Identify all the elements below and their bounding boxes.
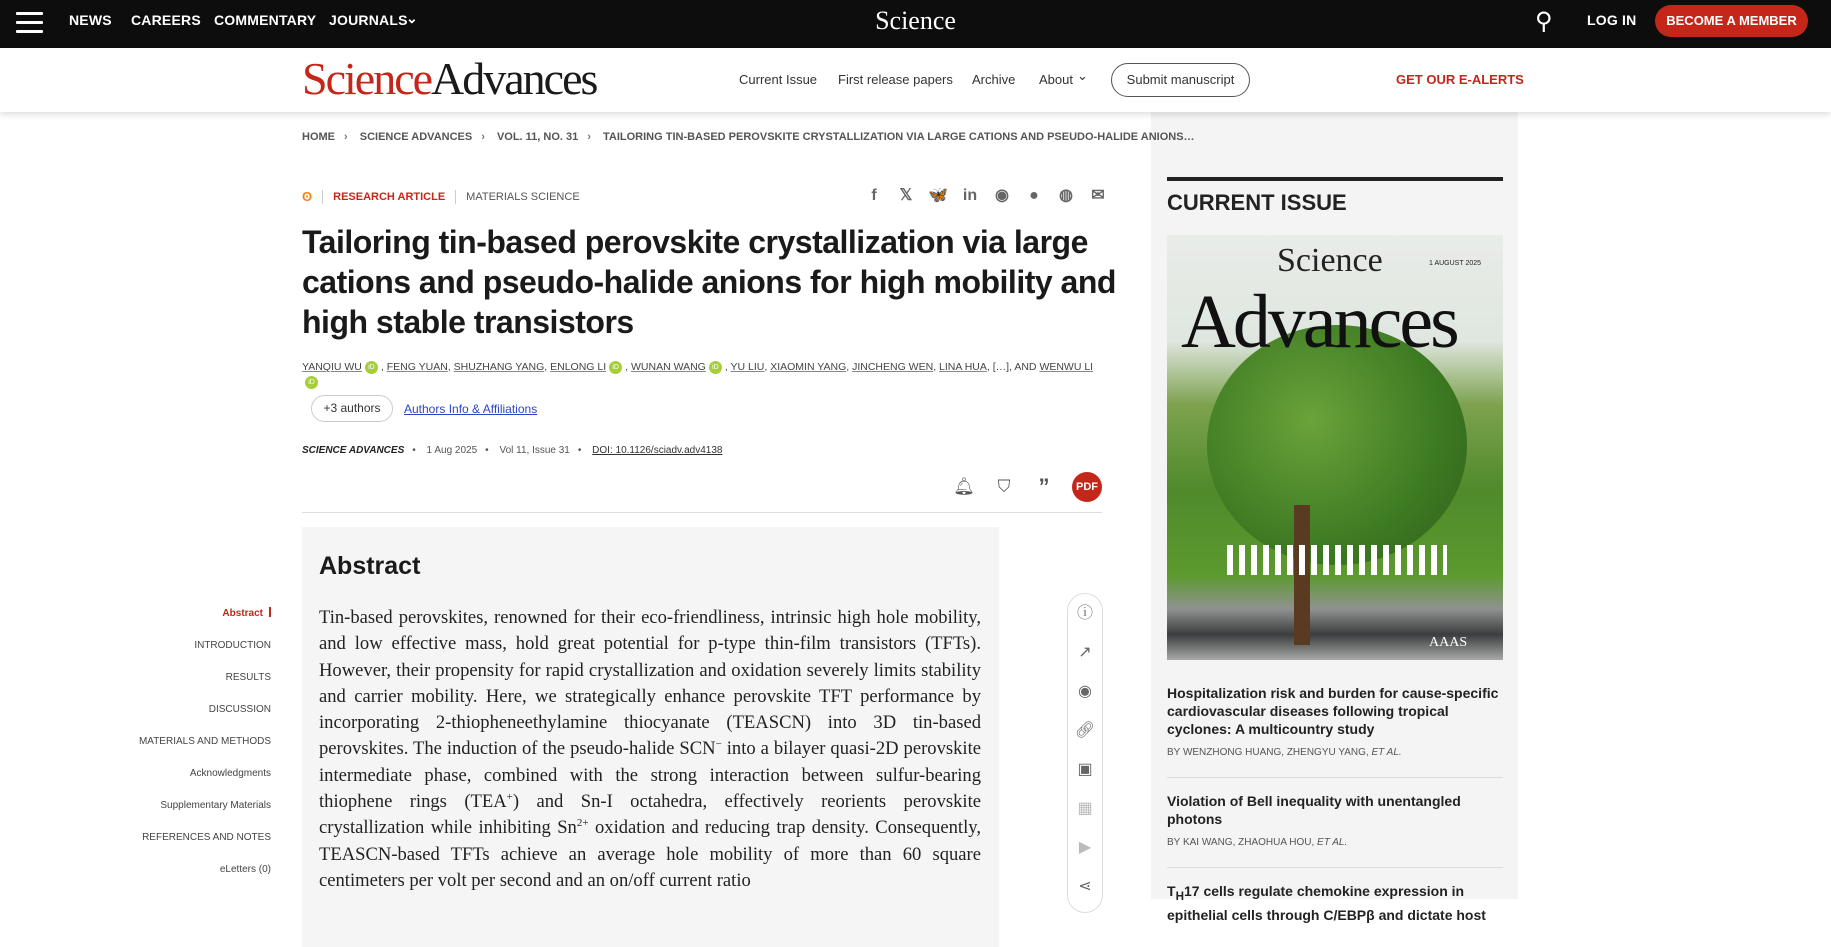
email-icon[interactable]: ✉ [1091, 187, 1105, 204]
divider [1167, 177, 1503, 181]
abstract-text: Tin-based perovskites, renowned for their eco-friendliness, intrinsic high hole mobility, and low effective mass, hold great potential for p-type thin-film transistors (TFTs). However, their propensity for rapid crystallization and oxidation severely limits stability and carrier mobility. Here, we strategically enhance perovskite TFT performance by incorporating 2-thiopheneethylamine thiocyanate (TEASCN) into 3D tin-based perovskites. The induction of the pseudo-halide SCN− into a bilayer quasi-2D perovskite intermediate phase, combined with the strong interaction between sulfur-bearing thiophene rings (TEA+) and Sn-I octahedra, effectively reorients perovskite crystallization while inhibiting $Sn^{2+}$ oxidation and reducing trap density. Consequently, TEASCN-based TFTs achieve an average hole mobility of more than 60 square centimeters per volt per second and an on/off current ratio [319, 607, 981, 891]
article-main [302, 222, 1122, 947]
orcid-icon[interactable]: iD [365, 361, 378, 374]
article-byline: BY WENZHONG HUANG, ZHENGYU YANG, ET AL. [1167, 747, 1402, 758]
author-list: YANQIU WU iD , FENG YUAN, SHUZHANG YANG, ENLONG LI iD , WUNAN WANG iD , YU LIU, XIAOMIN YANG, JINCHENG WEN, LINA HUA, […], AND WENWU LIiD [302, 360, 1112, 390]
journal-header [0, 48, 1831, 112]
nav-current-issue[interactable]: Current Issue [739, 72, 818, 87]
author[interactable]: WENWU LI [1039, 361, 1094, 373]
toc-supplementary[interactable]: Supplementary Materials [160, 800, 271, 811]
table-icon[interactable]: ▦ [1077, 800, 1093, 817]
pub-date: 1 Aug 2025 [426, 445, 478, 456]
abstract-heading: Abstract [319, 552, 421, 580]
current-issue-articles [1167, 684, 1503, 924]
breadcrumb-home[interactable]: HOME [302, 131, 335, 143]
bookmark-icon[interactable]: ⛉ [997, 477, 1011, 496]
article-link[interactable]: $T_H17$ cells regulate chemokine expression in epithelial cells through C/EBPβ and dictate host [1167, 883, 1486, 923]
table-of-contents [100, 604, 271, 892]
cover-image[interactable] [1167, 235, 1503, 660]
toc-introduction[interactable]: INTRODUCTION [194, 640, 271, 651]
x-icon[interactable]: 𝕏 [899, 187, 913, 204]
article-title: Tailoring tin-based perovskite crystallization via large cations and pseudo-halide anions for high mobility and high stable transistors [302, 224, 1116, 340]
open-access-icon: ʘ [302, 189, 313, 204]
author[interactable]: YU LIU [730, 361, 765, 373]
nav-about[interactable]: About [1039, 72, 1073, 87]
wechat-icon[interactable]: ● [1029, 187, 1039, 204]
author[interactable]: XIAOMIN YANG [770, 361, 847, 373]
chevron-down-icon[interactable]: ⌄ [406, 10, 418, 26]
more-authors-button[interactable]: +3 authors [311, 395, 393, 422]
author-actions [302, 395, 1122, 422]
nav-careers[interactable]: CAREERS [131, 12, 201, 28]
current-issue-heading: CURRENT ISSUE [1167, 190, 1347, 215]
toc-methods[interactable]: MATERIALS AND METHODS [138, 736, 271, 747]
article-meta [302, 189, 580, 204]
cover-title: Science [1277, 242, 1383, 279]
toc-discussion[interactable]: DISCUSSION [208, 704, 271, 715]
breadcrumb: HOME › SCIENCE ADVANCES › VOL. 11, NO. 31 › TAILORING TIN-BASED PEROVSKITE CRYSTALLIZATION VIA LARGE CATIONS AND PSEUDO-HALIDE ANIONS… [302, 131, 1195, 143]
play-icon[interactable]: ▶ [1078, 839, 1092, 856]
nav-archive[interactable]: Archive [972, 72, 1016, 87]
science-logo[interactable]: Science [875, 6, 956, 35]
bell-icon[interactable]: 🔔︎ [953, 477, 975, 496]
chevron-down-icon[interactable]: ⌄ [1077, 68, 1088, 83]
divider [302, 512, 1102, 513]
author[interactable]: ENLONG LI [550, 361, 607, 373]
divider [1167, 777, 1503, 778]
toc-references[interactable]: REFERENCES AND NOTES [142, 832, 271, 843]
nav-journals[interactable]: JOURNALS [329, 12, 408, 28]
article-link[interactable]: Violation of Bell inequality with unentangled photons [1167, 793, 1461, 827]
nav-first-release[interactable]: First release papers [838, 72, 953, 87]
author[interactable]: LINA HUA [939, 361, 987, 373]
logo-black: Advances [431, 53, 597, 104]
image-icon[interactable]: ▣ [1077, 761, 1093, 778]
bluesky-icon[interactable]: 🦋 [928, 187, 948, 204]
toc-abstract[interactable]: Abstract [100, 604, 271, 636]
author[interactable]: WUNAN WANG [631, 361, 706, 373]
pdf-icon[interactable]: PDF [1072, 472, 1102, 502]
breadcrumb-article: TAILORING TIN-BASED PEROVSKITE CRYSTALLIZATION VIA LARGE CATIONS AND PSEUDO-HALIDE ANIONS… [603, 131, 1195, 143]
search-icon[interactable]: ⚲ [1535, 8, 1553, 35]
submit-manuscript-button[interactable]: Submit manuscript [1111, 63, 1250, 97]
cover-title: Advances [1181, 280, 1457, 364]
doi-link[interactable]: DOI: 10.1126/sciadv.adv4138 [592, 445, 723, 456]
issue-info: Vol 11, Issue 31 [499, 445, 570, 456]
author[interactable]: JINCHENG WEN [852, 361, 934, 373]
share-icon[interactable]: ⋖ [1078, 878, 1092, 895]
author[interactable]: FENG YUAN [386, 361, 448, 373]
and-text: , AND [1009, 361, 1037, 373]
nav-news[interactable]: NEWS [69, 12, 112, 28]
nav-commentary[interactable]: COMMENTARY [214, 12, 317, 28]
e-alerts-link[interactable]: GET OUR E-ALERTS [1396, 72, 1524, 87]
breadcrumb-issue[interactable]: VOL. 11, NO. 31 [496, 131, 579, 143]
facebook-icon[interactable]: f [871, 187, 877, 204]
orcid-icon[interactable]: iD [305, 376, 318, 389]
whatsapp-icon[interactable]: ◍ [1059, 187, 1073, 204]
abstract-section [302, 527, 999, 947]
linkedin-icon[interactable]: in [962, 187, 978, 204]
orcid-icon[interactable]: iD [709, 361, 722, 374]
share-bar [864, 186, 1108, 206]
cover-date: 1 AUGUST 2025 [1429, 260, 1482, 267]
metrics-icon[interactable]: ↗ [1078, 644, 1092, 661]
toc-acknowledgments[interactable]: Acknowledgments [189, 768, 271, 779]
info-icon[interactable]: ⓘ [1076, 605, 1093, 622]
publication-info: SCIENCE ADVANCES • 1 Aug 2025 • Vol 11, Issue 31 • DOI: 10.1126/sciadv.adv4138 [302, 445, 723, 456]
journal-name: SCIENCE ADVANCES [302, 445, 405, 456]
login-link[interactable]: LOG IN [1587, 12, 1637, 28]
toc-results[interactable]: RESULTS [225, 672, 271, 683]
logo-red: Science [302, 53, 432, 104]
link-icon[interactable]: 🔗︎ [1074, 722, 1096, 739]
author[interactable]: SHUZHANG YANG [453, 361, 545, 373]
become-member-button[interactable]: BECOME A MEMBER [1655, 5, 1808, 37]
orcid-icon[interactable]: iD [609, 361, 622, 374]
divider [1167, 867, 1503, 868]
article-byline: BY KAI WANG, ZHAOHUA HOU, ET AL. [1167, 837, 1348, 848]
breadcrumb-journal[interactable]: SCIENCE ADVANCES [359, 131, 473, 143]
author[interactable]: YANQIU WU [302, 361, 362, 373]
reddit-icon[interactable]: ◉ [995, 187, 1009, 204]
article-tools [302, 472, 1102, 502]
article-link[interactable]: Hospitalization risk and burden for cause-specific cardiovascular diseases following tropical cyclones: A multicountry study [1167, 685, 1499, 737]
eye-icon[interactable]: ◉ [1078, 683, 1092, 700]
article-subject[interactable]: MATERIALS SCIENCE [466, 190, 580, 203]
toc-eletters[interactable]: eLetters (0) [219, 864, 271, 875]
article-type: RESEARCH ARTICLE [333, 190, 446, 203]
affiliations-link[interactable]: Authors Info & Affiliations [404, 401, 538, 416]
science-advances-logo[interactable] [302, 54, 596, 104]
floating-toolbar [1067, 593, 1103, 913]
quote-icon[interactable]: ” [1038, 474, 1050, 499]
aaas-logo: AAAS [1429, 635, 1468, 650]
top-bar [0, 0, 1831, 48]
authors-ellipsis[interactable]: […] [992, 361, 1010, 373]
